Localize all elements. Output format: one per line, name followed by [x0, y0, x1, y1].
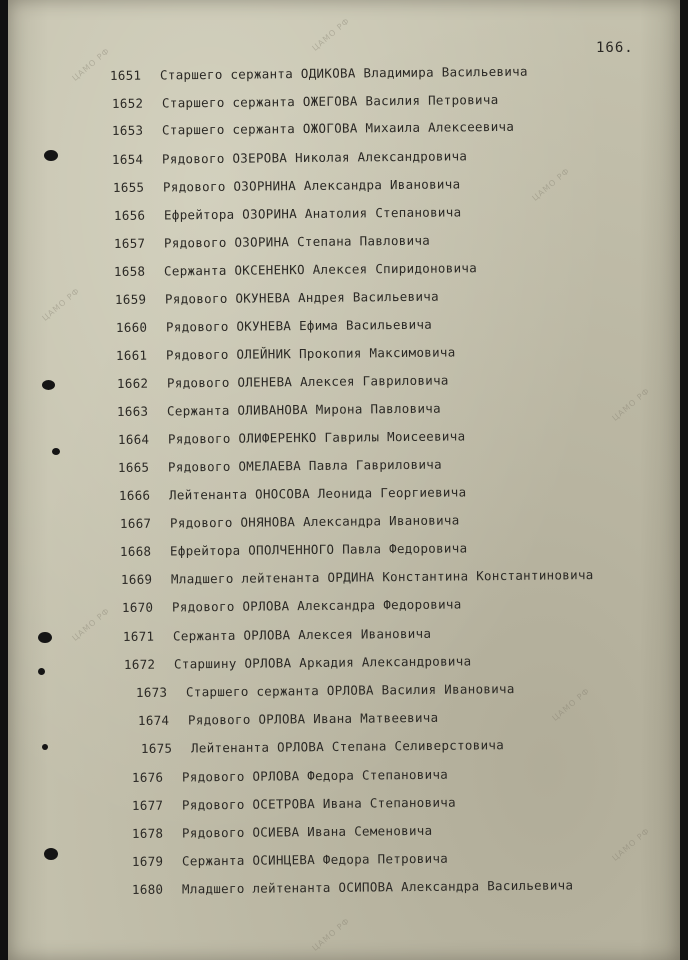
- entry-text: Сержанта ОЛИВАНОВА Мирона Павловича: [166, 400, 441, 419]
- entry-text: Рядового ОЛЕНЕВА Алексея Гавриловича: [166, 372, 449, 391]
- entry-number: 1664: [117, 431, 150, 447]
- list-item: [141, 737, 504, 756]
- entry-text: Старшину ОРЛОВА Аркадия Александровича: [173, 653, 472, 672]
- entry-text: Старшего сержанта ОЖЕГОВА Василия Петровича: [161, 91, 499, 111]
- list-item: [132, 767, 448, 785]
- entry-text: Сержанта ОКСЕНЕНКО Алексея Спиридоновича: [163, 260, 478, 279]
- entry-number: 1658: [113, 263, 146, 279]
- entry-text: Сержанта ОРЛОВА Алексея Ивановича: [172, 625, 432, 644]
- entry-text: Младшего лейтенанта ОСИПОВА Александра Васильевича: [181, 877, 574, 897]
- entry-number: 1661: [115, 347, 148, 363]
- watermark: ЦАМО РФ: [610, 826, 652, 863]
- list-item: [120, 540, 468, 559]
- list-item: [120, 512, 460, 531]
- list-item: [116, 344, 456, 363]
- entry-number: 1656: [113, 207, 146, 223]
- list-item: [117, 401, 441, 419]
- list-item: [123, 626, 431, 644]
- entry-number: 1680: [131, 881, 164, 897]
- entry-number: 1671: [122, 628, 155, 644]
- entry-number: 1662: [116, 375, 149, 391]
- watermark: ЦАМО РФ: [550, 686, 592, 723]
- entry-number: 1677: [131, 797, 164, 813]
- list-item: [114, 260, 477, 279]
- entry-number: 1670: [121, 599, 154, 615]
- entry-number: 1660: [115, 319, 148, 335]
- entry-text: Рядового ОЛЕЙНИК Прокопия Максимовича: [165, 344, 456, 363]
- entry-number: 1669: [120, 571, 153, 587]
- watermark: ЦАМО РФ: [40, 286, 82, 323]
- entry-text: Рядового ОЛИФЕРЕНКО Гаврилы Моисеевича: [167, 428, 466, 447]
- entry-text: Старшего сержанта ОРЛОВА Василия Ивановича: [185, 681, 515, 700]
- list-item: [119, 484, 467, 503]
- entry-text: Ефрейтора ОПОЛЧЕННОГО Павла Федоровича: [169, 540, 468, 559]
- entry-number: 1666: [118, 487, 151, 503]
- entry-text: Ефрейтора ОЗОРИНА Анатолия Степановича: [163, 204, 462, 223]
- list-item: [112, 148, 467, 167]
- list-item: [112, 92, 499, 111]
- list-item: [118, 428, 466, 447]
- watermark: ЦАМО РФ: [610, 386, 652, 423]
- list-item: [110, 64, 528, 83]
- entry-number: 1651: [109, 67, 142, 83]
- entry-number: 1652: [111, 95, 144, 111]
- entry-number: 1667: [119, 515, 152, 531]
- entry-number: 1654: [111, 151, 144, 167]
- entry-text: Рядового ОМЕЛАЕВА Павла Гавриловича: [167, 456, 442, 475]
- entry-text: Рядового ОСИЕВА Ивана Семеновича: [181, 822, 433, 841]
- entry-text: Рядового ОРЛОВА Александра Федоровича: [171, 596, 462, 615]
- entry-text: Младшего лейтенанта ОРДИНА Константина Константиновича: [170, 567, 594, 587]
- entry-list: [8, 0, 680, 960]
- entry-number: 1655: [112, 179, 145, 195]
- list-item: [117, 373, 449, 391]
- entry-text: Старшего сержанта ОДИКОВА Владимира Васильевича: [159, 63, 528, 83]
- entry-number: 1679: [131, 853, 164, 869]
- list-item: [118, 457, 442, 475]
- list-item: [132, 823, 433, 841]
- watermark: ЦАМО РФ: [70, 606, 112, 643]
- entry-number: 1659: [114, 291, 147, 307]
- entry-number: 1674: [137, 712, 170, 728]
- entry-number: 1676: [131, 769, 164, 785]
- entry-text: Рядового ОСЕТРОВА Ивана Степановича: [181, 794, 456, 813]
- list-item: [115, 289, 439, 307]
- entry-text: Старшего сержанта ОЖОГОВА Михаила Алексеевича: [161, 118, 515, 138]
- watermark: ЦАМО РФ: [310, 16, 352, 53]
- list-item: [138, 710, 439, 728]
- list-item: [132, 877, 573, 897]
- list-item: [114, 204, 462, 223]
- entry-text: Рядового ОЗОРНИНА Александра Ивановича: [162, 176, 461, 195]
- list-item: [132, 795, 456, 813]
- list-item: [124, 653, 472, 672]
- entry-text: Лейтенанта ОНОСОВА Леонида Георгиевича: [168, 484, 467, 503]
- entry-text: Лейтенанта ОРЛОВА Степана Селиверстовича: [190, 737, 505, 756]
- entry-number: 1672: [123, 656, 156, 672]
- entry-number: 1675: [140, 740, 173, 756]
- entry-number: 1668: [119, 543, 152, 559]
- document-page: [8, 0, 680, 960]
- entry-text: Рядового ОКУНЕВА Андрея Васильевича: [164, 288, 439, 307]
- list-item: [121, 567, 594, 587]
- entry-text: Рядового ОЗЕРОВА Николая Александровича: [161, 148, 468, 167]
- watermark: ЦАМО РФ: [530, 166, 572, 203]
- list-item: [113, 176, 461, 195]
- entry-number: 1657: [113, 235, 146, 251]
- entry-text: Рядового ОЗОРИНА Степана Павловича: [163, 232, 431, 251]
- list-item: [136, 681, 515, 700]
- entry-number: 1673: [135, 684, 168, 700]
- list-item: [122, 596, 462, 615]
- watermark: ЦАМО РФ: [310, 916, 352, 953]
- entry-text: Рядового ОКУНЕВА Ефима Васильевича: [165, 316, 433, 335]
- list-item: [132, 851, 448, 869]
- entry-number: 1678: [131, 825, 164, 841]
- entry-number: 1665: [117, 459, 150, 475]
- entry-text: Сержанта ОСИНЦЕВА Федора Петровича: [181, 850, 449, 869]
- entry-number: 1663: [116, 403, 149, 419]
- list-item: [116, 317, 432, 335]
- entry-text: Рядового ОРЛОВА Федора Степановича: [181, 766, 449, 785]
- entry-text: Рядового ОРЛОВА Ивана Матвеевича: [187, 709, 439, 728]
- list-item: [114, 233, 430, 251]
- watermark: ЦАМО РФ: [70, 46, 112, 83]
- entry-text: Рядового ОНЯНОВА Александра Ивановича: [169, 512, 460, 531]
- list-item: [112, 119, 514, 138]
- page-number: 166.: [596, 40, 634, 56]
- entry-number: 1653: [111, 122, 144, 138]
